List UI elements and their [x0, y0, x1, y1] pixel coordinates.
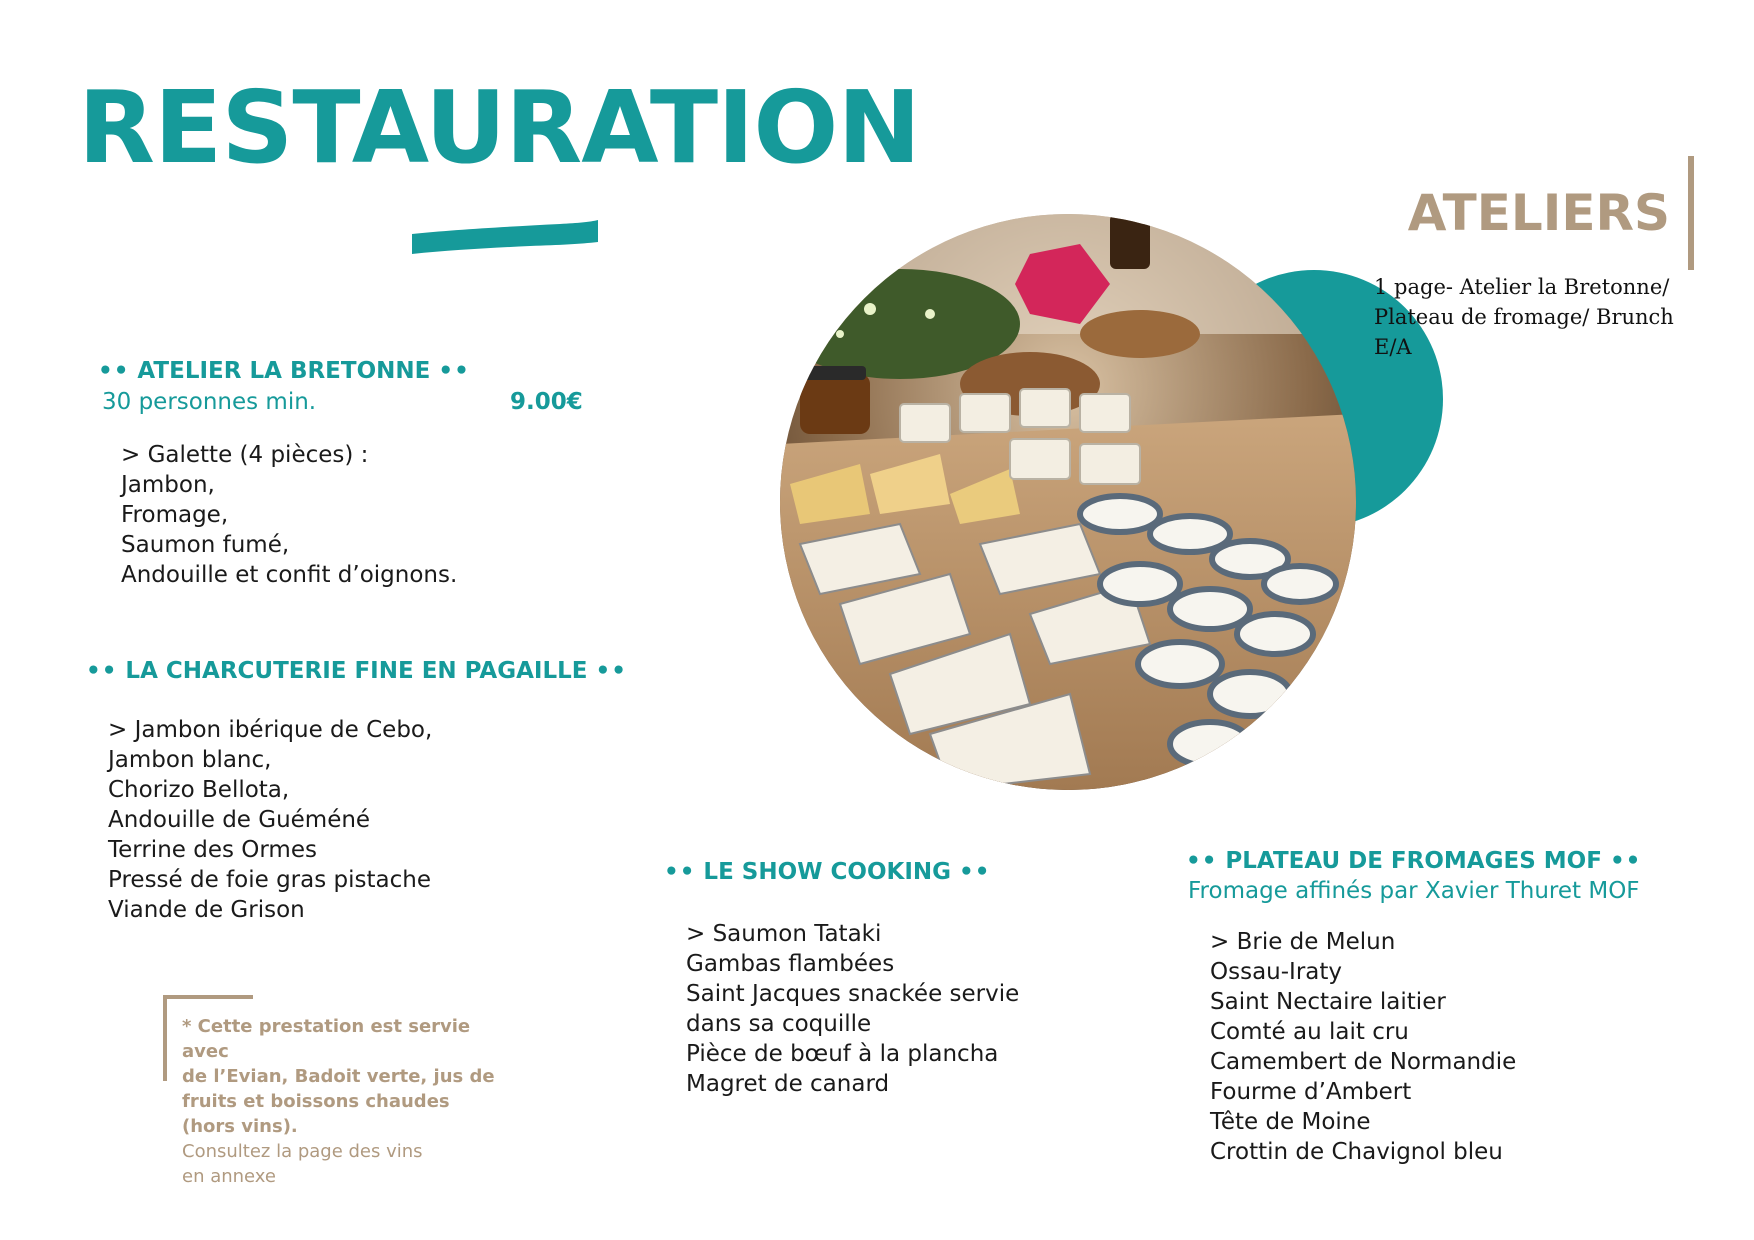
list-item: Fromage, — [121, 502, 229, 528]
list-item: Pièce de bœuf à la plancha — [686, 1041, 999, 1067]
title-underline-brushstroke — [410, 208, 600, 260]
list-item: dans sa coquille — [686, 1011, 872, 1037]
footnote-line: en annexe — [182, 1166, 276, 1187]
list-item: Saint Nectaire laitier — [1210, 989, 1446, 1015]
list-item: Saint Jacques snackée servie — [686, 981, 1020, 1007]
list-item: Comté au lait cru — [1210, 1019, 1409, 1045]
heading-dots-right: •• — [438, 358, 470, 384]
note-line: Plateau de fromage/ Brunch — [1374, 305, 1674, 329]
price-atelier-bretonne: 9.00€ — [510, 389, 583, 415]
heading-dots-right: •• — [1609, 848, 1642, 874]
section-subtitle-atelier-bretonne: 30 personnes min. — [102, 389, 317, 415]
footnote-bracket-horizontal — [163, 995, 253, 999]
list-item: Terrine des Ormes — [108, 837, 317, 863]
footnote-line: de l’Evian, Badoit verte, jus de — [182, 1066, 495, 1087]
side-header-bar — [1688, 156, 1694, 270]
footnote — [182, 1014, 522, 1189]
list-item: Tête de Moine — [1210, 1109, 1371, 1135]
list-item: Ossau-Iraty — [1210, 959, 1343, 985]
heading-dots-left: •• — [86, 658, 118, 684]
list-item: Saumon fumé, — [121, 532, 290, 558]
section-heading-charcuterie — [86, 660, 627, 683]
menu-list-plateau-fromages — [1210, 927, 1516, 1167]
heading-text: PLATEAU DE FROMAGES MOF — [1225, 848, 1602, 874]
note-line: E/A — [1374, 335, 1412, 359]
list-item: > Saumon Tataki — [686, 921, 882, 947]
list-item: Gambas flambées — [686, 951, 895, 977]
side-header-note — [1374, 272, 1674, 362]
menu-list-atelier-bretonne — [121, 440, 457, 590]
footnote-line: Consultez la page des vins — [182, 1141, 423, 1162]
list-item: Magret de canard — [686, 1071, 890, 1097]
heading-dots-left: •• — [1186, 848, 1218, 874]
list-item: Viande de Grison — [108, 897, 305, 923]
heading-text: LA CHARCUTERIE FINE EN PAGAILLE — [125, 658, 588, 684]
list-item: Jambon blanc, — [108, 747, 272, 773]
footnote-line: fruits et boissons chaudes — [182, 1091, 450, 1112]
section-heading-atelier-bretonne — [98, 360, 470, 383]
menu-list-show-cooking — [686, 919, 1019, 1099]
list-item: > Jambon ibérique de Cebo, — [108, 717, 433, 743]
list-item: Camembert de Normandie — [1210, 1049, 1517, 1075]
list-item: Jambon, — [121, 472, 215, 498]
heading-dots-right: •• — [595, 658, 627, 684]
heading-dots-right: •• — [959, 859, 991, 885]
footnote-line: * Cette prestation est servie avec — [182, 1016, 471, 1062]
section-subtitle-plateau-fromages: Fromage affinés par Xavier Thuret MOF — [1188, 878, 1640, 904]
section-heading-plateau-fromages — [1186, 850, 1641, 873]
list-item: Andouille de Guéméné — [108, 807, 371, 833]
list-item: Fourme d’Ambert — [1210, 1079, 1412, 1105]
footnote-bracket-vertical — [163, 995, 167, 1081]
cheese-platter-photo — [780, 214, 1356, 790]
side-header-title: ATELIERS — [1407, 184, 1670, 242]
menu-list-charcuterie — [108, 715, 432, 925]
list-item: Pressé de foie gras pistache — [108, 867, 431, 893]
heading-text: LE SHOW COOKING — [703, 859, 952, 885]
list-item: > Galette (4 pièces) : — [121, 442, 369, 468]
section-heading-show-cooking — [664, 861, 990, 884]
cheese-platter-illustration — [780, 214, 1356, 790]
heading-text: ATELIER LA BRETONNE — [137, 358, 431, 384]
footnote-line: (hors vins). — [182, 1116, 298, 1137]
list-item: Crottin de Chavignol bleu — [1210, 1139, 1503, 1165]
heading-dots-left: •• — [664, 859, 696, 885]
list-item: Chorizo Bellota, — [108, 777, 290, 803]
page-title: RESTAURATION — [78, 69, 921, 186]
note-line: 1 page- Atelier la Bretonne/ — [1374, 275, 1670, 299]
heading-dots-left: •• — [98, 358, 130, 384]
list-item: Andouille et confit d’oignons. — [121, 562, 458, 588]
list-item: > Brie de Melun — [1210, 929, 1396, 955]
